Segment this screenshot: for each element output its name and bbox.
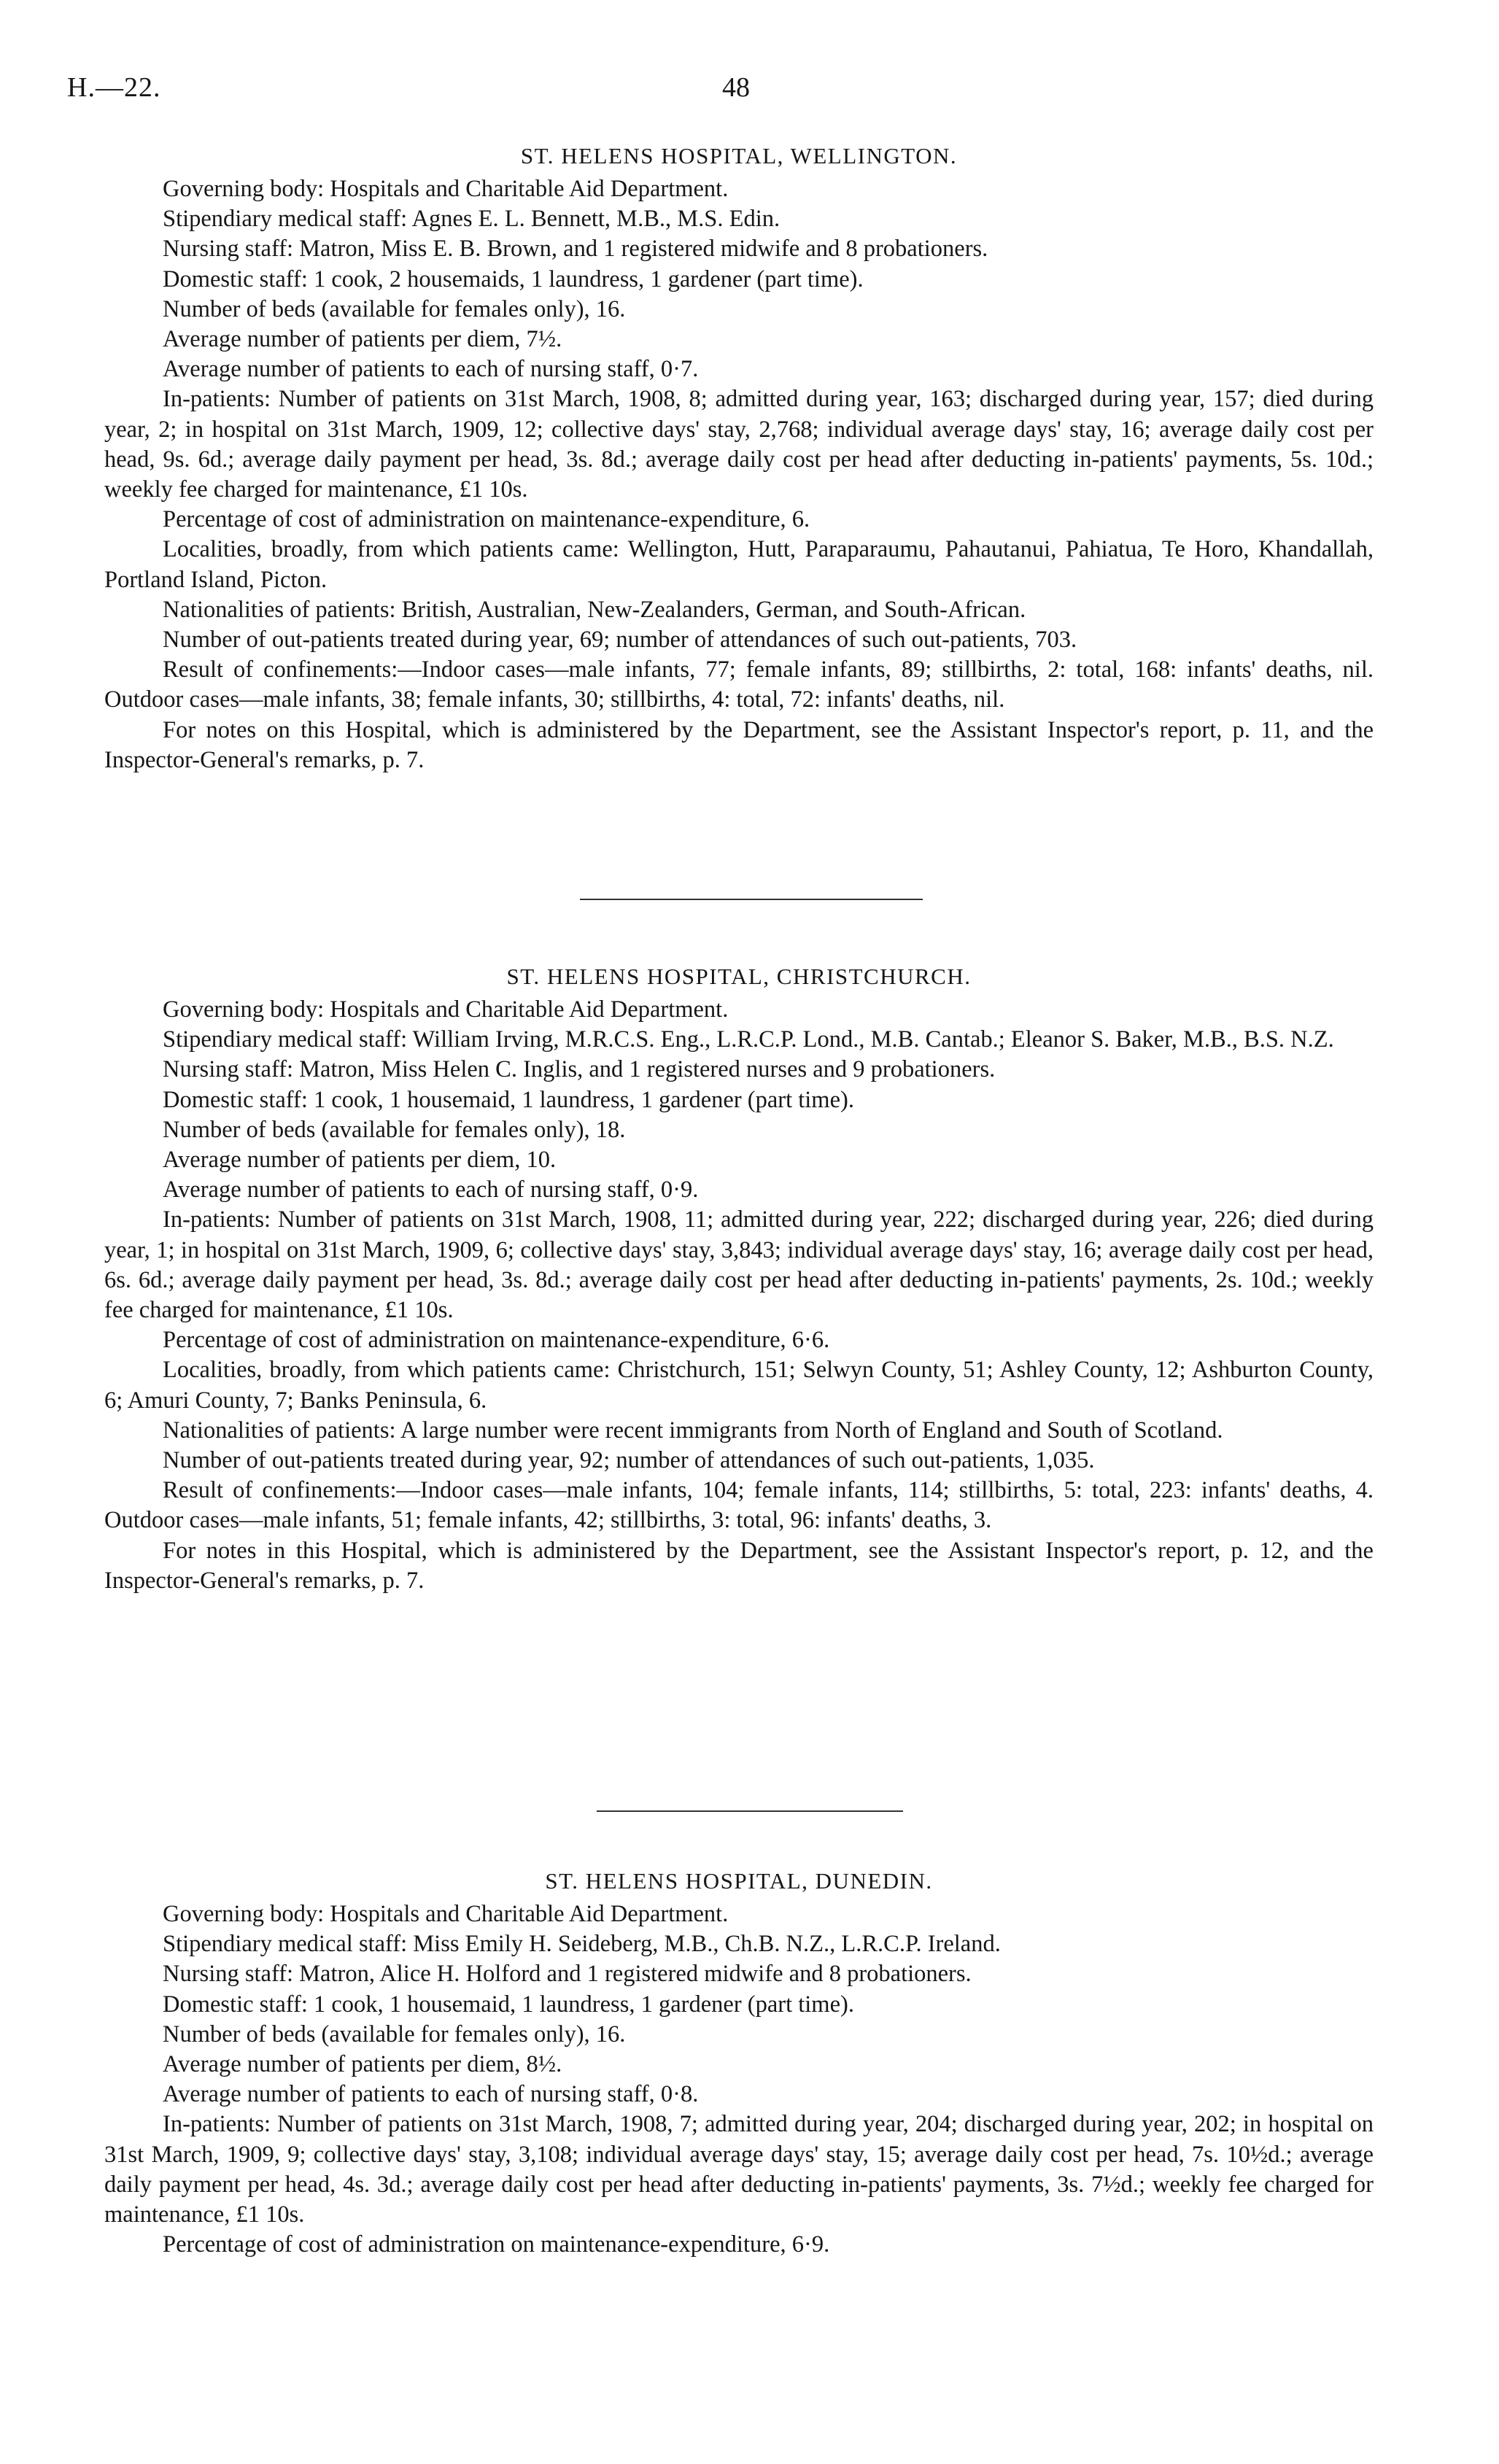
in-patients: In-patients: Number of patients on 31st March, 1908, 11; admitted during year, 222; discharged during year, 226; died during year, 1; in hospital on 31st March, 1909, 6; collective days' stay, 3,843; individual average days' stay, 16; average daily cost per head, 6s. 6d.; average daily payment per head, 3s. 8d.; average daily cost per head after deducting in-patients' payments, 2s. 10d.; weekly fee charged for maintenance, £1 10s. [104,1206,1374,1324]
nursing-staff: Nursing staff: Matron, Miss E. B. Brown, and 1 registered midwife and 8 probationers. [163,236,988,263]
out-patients: Number of out-patients treated during year, 92; number of attendances of such out-patients, 1,035. [163,1447,1095,1474]
section-title: ST. HELENS HOSPITAL, DUNEDIN. [545,1868,933,1894]
governing-body: Governing body: Hospitals and Charitable Aid Department. [163,996,729,1023]
medical-staff: Stipendiary medical staff: Agnes E. L. Bennett, M.B., M.S. Edin. [163,206,781,233]
section-wellington [104,141,1374,775]
section-title: ST. HELENS HOSPITAL, CHRISTCHURCH. [506,964,972,989]
average-patients: Average number of patients per diem, 8½. [163,2051,562,2078]
in-patients: In-patients: Number of patients on 31st March, 1908, 7; admitted during year, 204; discharged during year, 202; in hospital on 31st March, 1909, 9; collective days' stay, 3,108; individual average days' stay, 15; average daily cost per head, 7s. 10½d.; average daily payment per head, 4s. 3d.; average daily cost per head after deducting in-patients' payments, 3s. 7½d.; weekly fee charged for maintenance, £1 10s. [104,2111,1374,2228]
page-header [0,71,1499,108]
section-divider [580,899,923,900]
domestic-staff: Domestic staff: 1 cook, 1 housemaid, 1 laundress, 1 gardener (part time). [163,1086,854,1113]
section-title: ST. HELENS HOSPITAL, WELLINGTON. [520,143,958,168]
average-patients: Average number of patients per diem, 7½. [163,326,562,353]
nationalities: Nationalities of patients: British, Australian, New-Zealanders, German, and South-African. [163,596,1026,623]
in-patients: In-patients: Number of patients on 31st March, 1908, 8; admitted during year, 163; discharged during year, 157; died during year, 2; in hospital on 31st March, 1909, 12; collective days' stay, 2,768; individual average days' stay, 16; average daily cost per head, 9s. 6d.; average daily payment per head, 3s. 8d.; average daily cost per head after deducting in-patients' payments, 5s. 10d.; weekly fee charged for maintenance, £1 10s. [104,386,1374,503]
patients-per-nurse: Average number of patients to each of nursing staff, 0·9. [163,1177,699,1204]
administration-cost: Percentage of cost of administration on maintenance-expenditure, 6·9. [163,2231,830,2258]
patients-per-nurse: Average number of patients to each of nursing staff, 0·8. [163,2081,699,2108]
nationalities: Nationalities of patients: A large number were recent immigrants from North of England and South of Scotland. [163,1417,1223,1444]
number-of-beds: Number of beds (available for females only), 18. [163,1116,626,1143]
administration-cost: Percentage of cost of administration on maintenance-expenditure, 6·6. [163,1327,830,1354]
localities: Localities, broadly, from which patients came: Christchurch, 151; Selwyn County, 51; Ashley County, 12; Ashburton County, 6; Amuri County, 7; Banks Peninsula, 6. [104,1357,1374,1414]
localities: Localities, broadly, from which patients came: Wellington, Hutt, Paraparaumu, Pahautanui, Pahiatua, Te Horo, Khandallah, Portland Island, Picton. [104,536,1374,593]
notes: For notes on this Hospital, which is administered by the Department, see the Assistant Inspector's report, p. 11, and the Inspector-General's remarks, p. 7. [104,716,1374,773]
confinements: Result of confinements:—Indoor cases—male infants, 77; female infants, 89; stillbirths, 2: total, 168: infants' deaths, nil. Outdoor cases—male infants, 38; female infants, 30; stillbirths, 4: total, 72: infants' deaths, nil. [104,656,1374,713]
domestic-staff: Domestic staff: 1 cook, 1 housemaid, 1 laundress, 1 gardener (part time). [163,1991,854,2018]
governing-body: Governing body: Hospitals and Charitable Aid Department. [163,1901,729,1927]
section-divider [597,1810,903,1812]
confinements: Result of confinements:—Indoor cases—male infants, 104; female infants, 114; stillbirths, 5: total, 223: infants' deaths, 4. Outdoor cases—male infants, 51; female infants, 42; stillbirths, 3: total, 96: infants' deaths, 3. [104,1477,1374,1534]
out-patients: Number of out-patients treated during year, 69; number of attendances of such out-patients, 703. [163,627,1077,654]
nursing-staff: Nursing staff: Matron, Miss Helen C. Inglis, and 1 registered nurses and 9 probationers. [163,1056,996,1083]
governing-body: Governing body: Hospitals and Charitable Aid Department. [163,176,729,202]
administration-cost: Percentage of cost of administration on maintenance-expenditure, 6. [163,506,810,533]
nursing-staff: Nursing staff: Matron, Alice H. Holford and 1 registered midwife and 8 probationers. [163,1961,972,1988]
number-of-beds: Number of beds (available for females only), 16. [163,295,626,322]
notes: For notes in this Hospital, which is administered by the Department, see the Assistant Inspector's report, p. 12, and the Inspector-General's remarks, p. 7. [104,1537,1374,1594]
section-dunedin [104,1866,1374,2260]
document-reference: H.—22. [67,72,161,103]
page-number: 48 [722,72,750,103]
patients-per-nurse: Average number of patients to each of nursing staff, 0·7. [163,356,699,383]
medical-staff: Stipendiary medical staff: Miss Emily H. Seideberg, M.B., Ch.B. N.Z., L.R.C.P. Ireland. [163,1931,1001,1958]
section-christchurch [104,961,1374,1596]
number-of-beds: Number of beds (available for females only), 16. [163,2021,626,2047]
average-patients: Average number of patients per diem, 10. [163,1147,557,1174]
domestic-staff: Domestic staff: 1 cook, 2 housemaids, 1 laundress, 1 gardener (part time). [163,266,864,292]
medical-staff: Stipendiary medical staff: William Irving, M.R.C.S. Eng., L.R.C.P. Lond., M.B. Cantab.; Eleanor S. Baker, M.B., B.S. N.Z. [163,1026,1334,1053]
